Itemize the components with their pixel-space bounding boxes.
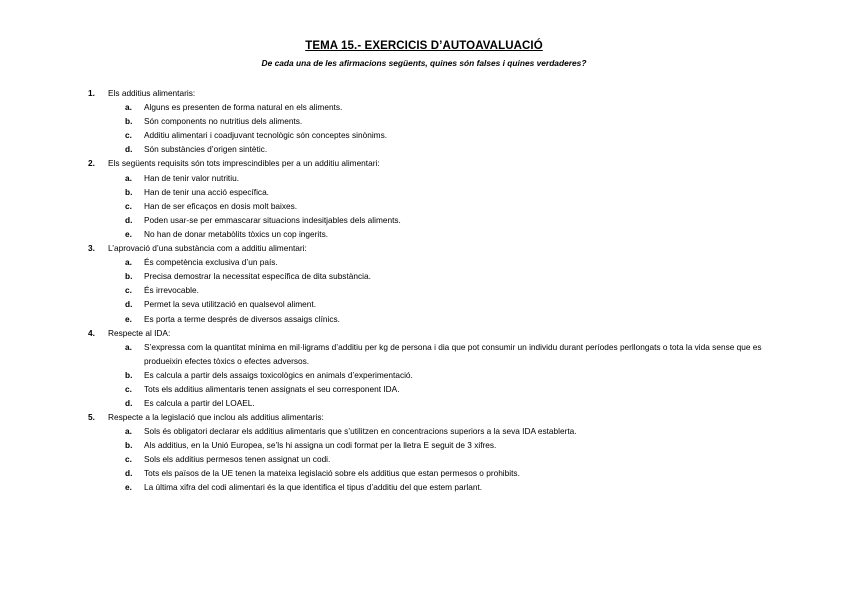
option-5c [88,452,768,466]
option-4c [88,382,768,396]
option-letter: e. [125,482,132,493]
option-letter: b. [125,186,133,197]
page-subtitle: De cada una de les afirmacions següents, quines són falses i quines verdaderes? [261,58,587,68]
option-letter: c. [125,454,132,465]
option-3d [88,297,768,311]
question-text: Els additius alimentaris: [108,88,196,98]
question-text: L’aprovació d’una substància com a additiu alimentari: [108,243,307,254]
question-2 [88,156,768,170]
question-number: 3. [88,243,95,254]
option-3a [88,255,768,269]
option-text: Additiu alimentari i coadjuvant tecnològic són conceptes sinònims. [144,130,388,141]
option-1b [88,114,768,128]
option-letter: e. [125,313,132,324]
option-2c [88,199,768,213]
option-2b [88,185,768,199]
option-letter: d. [125,144,133,155]
option-3b [88,269,768,283]
option-text: Es calcula a partir del LOAEL. [144,397,255,408]
question-text: Respecte a la legislació que inclou als additius alimentaris: [108,411,324,422]
option-5d [88,466,768,480]
option-text: La última xifra del codi alimentari és la que identifica el tipus d’additiu del que estem parlant. [144,482,483,493]
option-4d [88,396,768,410]
option-5e [88,480,768,494]
option-letter: d. [125,214,133,225]
question-text: Els següents requisits són tots imprescindibles per a un additiu alimentari: [108,158,380,169]
question-number: 5. [88,411,95,422]
option-text: Poden usar-se per emmascarar situacions indesitjables dels aliments. [144,214,401,225]
option-letter: c. [125,130,132,141]
option-2a [88,171,768,185]
option-letter: b. [125,440,133,451]
option-letter: a. [125,102,132,113]
option-letter: c. [125,285,132,296]
question-4 [88,326,768,340]
option-letter: e. [125,228,132,239]
option-text: S’expressa com la quantitat mínima en mil·ligrams d’additiu per kg de persona i dia que pot consumir un individu durant períodes perllongats o tota la vida sense que es produeixin efectes tòxics o efectes adversos. [144,341,762,366]
option-text: És competència exclusiva d’un país. [144,257,278,268]
option-letter: c. [125,383,132,394]
option-2e [88,227,768,241]
question-number: 4. [88,327,95,338]
option-letter: b. [125,271,133,282]
option-5b [88,438,768,452]
option-text: Precisa demostrar la necessitat específica de dita substància. [144,271,371,282]
option-4a [88,340,768,368]
option-1d [88,142,768,156]
question-number: 2. [88,158,95,169]
option-letter: a. [125,172,132,183]
option-letter: c. [125,200,132,211]
question-1 [88,86,768,100]
option-text: Han de ser eficaços en dosis molt baixes. [144,200,298,211]
option-text: Als additius, en la Unió Europea, se’ls hi assigna un codi format per la lletra E seguit de 3 xifres. [144,440,497,451]
option-text: Han de tenir una acció específica. [144,186,269,197]
option-text: Alguns es presenten de forma natural en els aliments. [144,102,343,113]
page-title: TEMA 15.- EXERCICIS D’AUTOAVALUACIÓ [305,40,543,52]
question-number: 1. [88,88,95,98]
option-letter: a. [125,341,132,352]
option-letter: d. [125,468,133,479]
option-1a [88,100,768,114]
option-letter: b. [125,116,133,127]
option-text: Es porta a terme després de diversos assaigs clínics. [144,313,340,324]
option-text: Sols els additius permesos tenen assignat un codi. [144,454,331,465]
option-1c [88,128,768,142]
question-3 [88,241,768,255]
option-letter: a. [125,257,132,268]
question-text: Respecte al IDA: [108,327,171,338]
option-letter: d. [125,299,133,310]
question-5 [88,410,768,424]
option-3e [88,312,768,326]
option-text: Es calcula a partir dels assaigs toxicològics en animals d’experimentació. [144,369,413,380]
option-3c [88,283,768,297]
option-letter: b. [125,369,133,380]
question-list [88,86,768,495]
option-letter: d. [125,397,133,408]
option-text: És irrevocable. [144,285,199,296]
option-4b [88,368,768,382]
option-text: Són substàncies d’origen sintètic. [144,144,268,155]
option-5a [88,424,768,438]
option-text: Sols és obligatori declarar els additius alimentaris que s’utilitzen en concentracions superiors a la seva IDA establerta. [144,426,577,437]
option-letter: a. [125,426,132,437]
option-text: Permet la seva utilització en qualsevol aliment. [144,299,317,310]
option-text: No han de donar metabòlits tòxics un cop ingerits. [144,228,329,239]
option-text: Són components no nutritius dels aliments. [144,116,303,127]
option-text: Tots els additius alimentaris tenen assignats el seu corresponent IDA. [144,383,400,394]
option-2d [88,213,768,227]
option-text: Tots els països de la UE tenen la mateixa legislació sobre els additius que estan permesos o prohibits. [144,468,520,479]
option-text: Han de tenir valor nutritiu. [144,172,240,183]
